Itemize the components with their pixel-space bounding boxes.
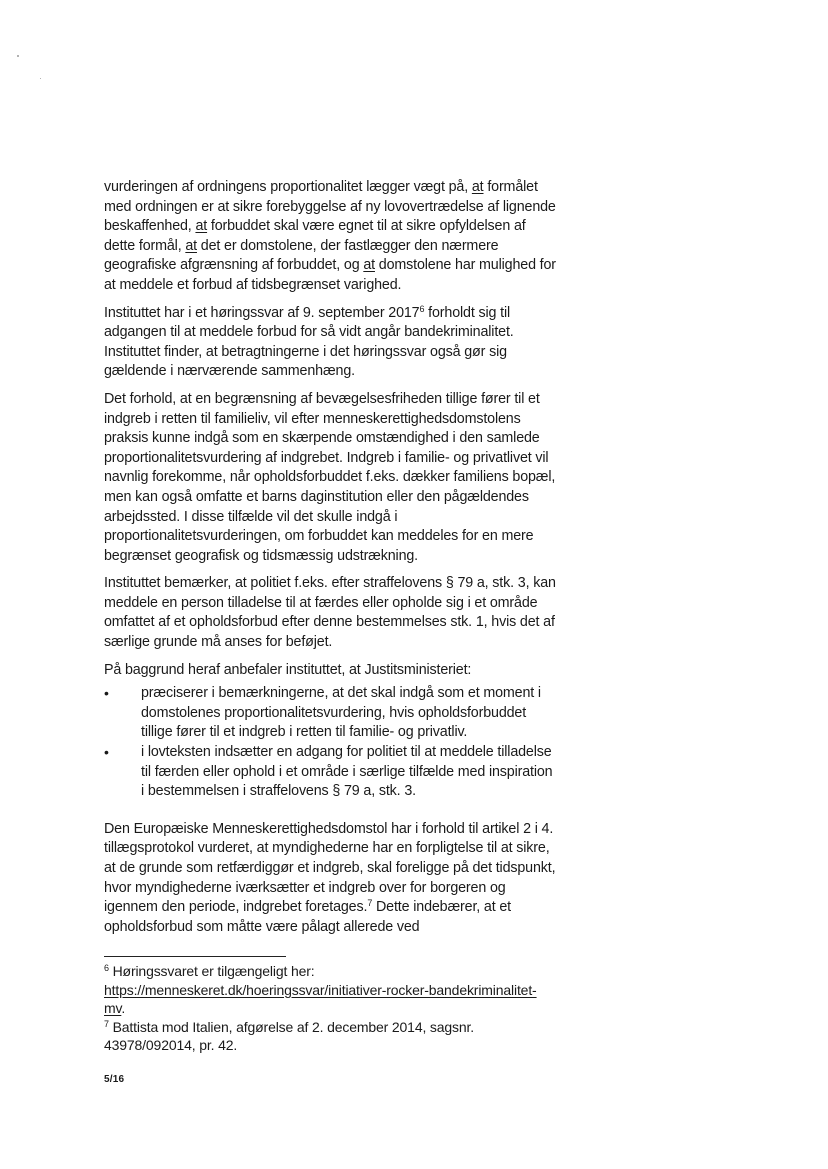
body-text	[104, 178, 558, 945]
paragraph-family-life: Det forhold, at en begrænsning af bevægelsesfriheden tillige fører til et indgreb i retten til familieliv, vil efter menneskerettighedsdomstolens praksis kunne indgå som en skærpende omstændighed i den samlede proportionalitetsvurdering af indgrebet. Indgreb i familie- og privatlivet vil navnlig forekomme, når opholdsforbuddet f.eks. dækker familiens bopæl, men kan også omfatte et barns daginstitution eller den pågældendes arbejdssted. I disse tilfælde vil det skulle indgå i proportionalitetsvurderingen, om forbuddet kan meddeles for en mere begrænset geografisk og tidsmæssig udstrækning.	[104, 390, 556, 564]
recommendation-list	[104, 684, 558, 802]
footnote-ref-7[interactable]: 7	[367, 898, 373, 909]
footnote-7: $^7$ Battista mod Italien, afgørelse af 2. december 2014, sagsnr. 43978/092014, pr. 42.	[104, 1018, 475, 1054]
paragraph-hearing-response: Instituttet har i et høringssvar af 9. september 2017$^6$ forholdt sig til adgangen til at meddele forbud for så vidt angår bandekriminalitet. Instituttet finder, at betragtningerne i det høringssvar også gør sig gældende i nærværende sammenhæng.	[104, 303, 514, 380]
scan-speck	[40, 78, 41, 79]
scan-speck	[17, 55, 19, 57]
footnotes	[104, 962, 554, 1055]
paragraph-echr: Den Europæiske Menneskerettighedsdomstol har i forhold til artikel 2 i 4. tillægsprotokol vurderet, at myndighederne har en forpligtelse til at sikre, at de grunde som retfærdiggør et indgreb, skal foreligge på det tidspunkt, hvor myndighederne iværksætter et indgreb over for borgeren og igennem den periode, indgrebet foretages.$^7$ Dette indebærer, at et opholdsforbud som måtte være pålagt allerede ved	[104, 820, 556, 935]
paragraph-recommendation-intro: På baggrund heraf anbefaler instituttet, at Justitsministeriet:	[104, 661, 472, 678]
footnote-ref-6[interactable]: 6	[419, 303, 425, 314]
list-item: • præciserer i bemærkningerne, at det skal indgå som et moment i domstolenes proportionalitetsvurdering, hvis opholdsforbuddet tillige fører til et indgreb i retten til familie- og privatliv.	[104, 685, 541, 741]
footnote-divider	[104, 956, 286, 957]
footnote-link[interactable]: https://menneskeret.dk/hoeringssvar/initiativer-rocker-bandekriminalitet-mv	[104, 981, 537, 1017]
list-item: • i lovteksten indsætter en adgang for politiet til at meddele tilladelse til færden eller ophold i et område i særlige tilfælde med inspiration i bestemmelsen i straffelovens § 79 a, stk. 3.	[104, 744, 553, 800]
page-number: 5/16	[104, 1074, 125, 1085]
bullet-icon: •	[104, 685, 109, 702]
bullet-icon: •	[104, 744, 109, 761]
footnote-6: $^6$ Høringssvaret er tilgængeligt her: https://menneskeret.dk/hoeringssvar/initiativer-rocker-bandekriminalitet-mv.	[104, 963, 537, 1017]
paragraph-police-permission: Instituttet bemærker, at politiet f.eks. efter straffelovens § 79 a, stk. 3, kan meddele en person tilladelse til at færdes eller opholde sig i et område omfattet af et opholdsforbud efter denne bestemmelses stk. 1, hvis det af særlige grunde må anses for beføjet.	[104, 575, 556, 651]
paragraph-proportionality: vurderingen af ordningens proportionalitet lægger vægt på, at formålet med ordningen er at sikre forebyggelse af ny lovovertrædelse af lignende beskaffenhed, at forbuddet skal være egnet til at sikre opfyldelsen af dette formål, at det er domstolene, der fastlægger den nærmere geografiske afgrænsning af forbuddet, og at domstolene har mulighed for at meddele et forbud af tidsbegrænset varighed.	[104, 179, 556, 293]
